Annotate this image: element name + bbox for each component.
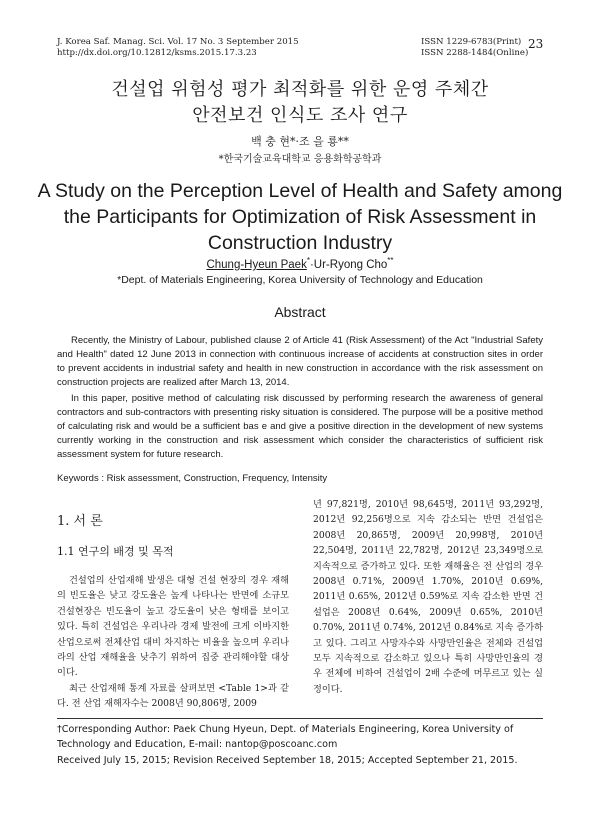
doi-link[interactable]: http://dx.doi.org/10.12812/ksms.2015.17.3.23 [57,48,257,58]
keywords: Keywords : Risk assessment, Construction, Frequency, Intensity [57,473,328,484]
right-column [313,497,543,697]
abstract-paragraph-1: Recently, the Ministry of Labour, published clause 2 of Article 41 (Risk Assessment) of the Act "Industrial Safety and Health" dated 12 June 2013 in connection with continuous increase of accidents at construction sites in order to prevent accidents in industrial safety and health in new construction in accordance with the risk assessment on construction projects are realized after March 13, 2014. [57,335,543,388]
author-separator: · [309,258,314,271]
korean-title-line2: 안전보건 인식도 조사 연구 [192,105,408,126]
section-heading: 1. 서 론 [57,514,103,529]
english-title-line1: A Study on the Perception Level of Health and Safety among [37,180,563,202]
abstract-paragraph-2: In this paper, positive method of calculating risk discussed by performing research the awareness of general contractors and sub-contractors with presenting risky situation is considered. The purpose will be a positive method of calculating risk and would be a sufficient bas e and give a positive direction in the development of new systems currently working in the construction and risk assessment which consider the characteristics of sufficient risk assessment system for future research. [57,393,543,460]
issn-online: ISSN 2288-1484(Online) [421,48,529,58]
author-first: Chung-Hyeun Paek [206,258,307,271]
korean-title-line1: 건설업 위험성 평가 최적화를 위한 운영 주체간 [111,79,489,100]
abstract-heading: Abstract [274,304,326,320]
page-number: 23 [528,37,544,51]
english-title-line2: the Participants for Optimization of Risk Assessment in [63,206,537,228]
english-title-line3: Construction Industry [207,232,393,254]
author-first-mark: * [306,256,310,265]
english-affiliation: *Dept. of Materials Engineering, Korea University of Technology and Education [117,274,483,286]
author-second: Ur-Ryong Cho [313,258,388,271]
korean-affiliation: *한국기술교육대학교 응용화학공학과 [218,154,382,165]
english-authors [0,256,600,271]
left-column [57,573,289,712]
subsection-heading: 1.1 연구의 배경 및 목적 [57,545,174,558]
corresponding-author-note: †Corresponding Author: Paek Chung Hyeun, Dept. of Materials Engineering, Korea University of Technology and Education, E-mail: nantop@poscoanc.com [57,724,514,750]
footnote-rule [57,718,543,719]
right-paragraph: 년 97,821명, 2010년 98,645명, 2011년 93,292명, 2012년 92,256명으로 지속 감소되는 반면 건설업은 2008년 20,865명, 2009년 20,998명, 2010년 22,504명, 2011년 22,782명, 2012년 23,349명으로 지속적으로 증가하고 있다. 또한 재해율은 전 산업의 경우 2008년 0.71%, 2009년 1.70%, 2010년 0.69%, 2011년 0.65%, 2012년 0.59%로 지속 감소한 반면 건설업은 2008년 0.64%, 2009년 0.65%, 2010년 0.70%, 2011년 0.74%, 2012년 0.84%로 지속 증가하고 있다. 그리고 사망자수와 사망만인율은 전체와 건설업 모두 지속적으로 감소하고 있으나 특히 사망만인율의 경우 전체에 비하여 건설업이 2배 수준에 머무르고 있는 실정이다. [313,499,543,695]
left-paragraph-1: 건설업의 산업재해 발생은 대형 건설 현장의 경우 재해의 빈도율은 낮고 강도율은 높게 나타나는 반면에 소규모 건설현장은 빈도율이 높고 강도율이 낮은 형태를 보이고 있다. 특히 건설업은 우리나라 경제 발전에 크게 이바지한 산업으로써 전체산업 대비 차지하는 비율을 높으며 우리나라의 산업 재해율을 낮추기 위하여 집중 관리해야할 대상이다. [57,575,289,679]
korean-authors: 백 충 현*·조 을 룡** [251,135,349,148]
received-dates: Received July 15, 2015; Revision Received September 18, 2015; Accepted September 21, 2015. [57,755,518,766]
journal-citation: J. Korea Saf. Manag. Sci. Vol. 17 No. 3 September 2015 [57,37,299,47]
issn-print: ISSN 1229-6783(Print) [421,37,522,47]
left-paragraph-2: 최근 산업재해 통계 자료를 살펴보면 <Table 1>과 같다. 전 산업 재해자수는 2008년 90,806명, 2009 [57,682,289,710]
author-second-mark: ** [387,256,394,265]
